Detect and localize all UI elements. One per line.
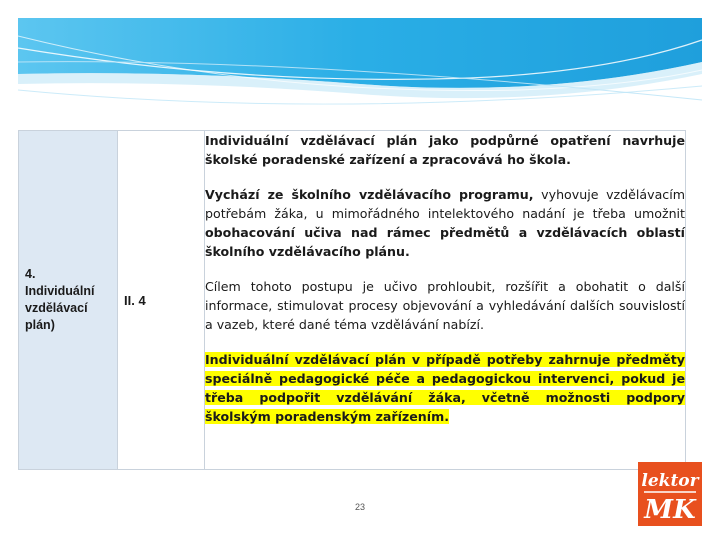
page-number: 23 [354, 502, 365, 512]
highlighted-paragraph: Individuální vzdělávací plán v případě potřeby zahrnuje předměty speciálně pedagogické péče a pedagogickou intervenci, pokud je třeba podpořit vzdělávání žáka, včetně možnosti podpory školským poradenským zařízením. [205, 352, 685, 424]
description-cell [205, 131, 686, 470]
paragraph-3-text: Cílem tohoto postupu je učivo prohloubit, rozšířit a obohatit o další informace, stimulovat procesy objevování a vyhledávání dalších souvislostí a vazeb, které dané téma vzdělávání nabízí. [205, 279, 685, 332]
paragraph-2-bold-start: Vychází ze školního vzdělávacího programu, [205, 187, 534, 202]
paragraph-3 [205, 277, 685, 334]
code-cell [118, 131, 205, 470]
paragraph-4 [205, 350, 685, 426]
paragraph-2-bold-end: obohacování učiva nad rámec předmětů a vzdělávacích oblastí školního vzdělávacího plánu. [205, 225, 685, 259]
paragraph-1-text: Individuální vzdělávací plán jako podpůrné opatření navrhuje školské poradenské zařízení a zpracovává ho škola. [205, 133, 685, 167]
lektor-mk-logo [638, 462, 702, 526]
paragraph-2 [205, 185, 685, 261]
paragraph-2-text: vyhovuje vzdělávacím potřebám žáka, u mimořádného intelektového nadání je třeba umožnit [205, 187, 685, 221]
logo-line-1: lektor [641, 471, 699, 491]
code-label: II. 4 [124, 292, 146, 308]
category-cell [19, 131, 118, 470]
logo-line-2: MK [644, 495, 696, 525]
content-table [18, 130, 686, 470]
category-label: 4. Individuální vzdělávací plán) [25, 267, 95, 332]
paragraph-1 [205, 131, 685, 169]
header-wave-band [0, 0, 720, 130]
table-row [19, 131, 686, 470]
